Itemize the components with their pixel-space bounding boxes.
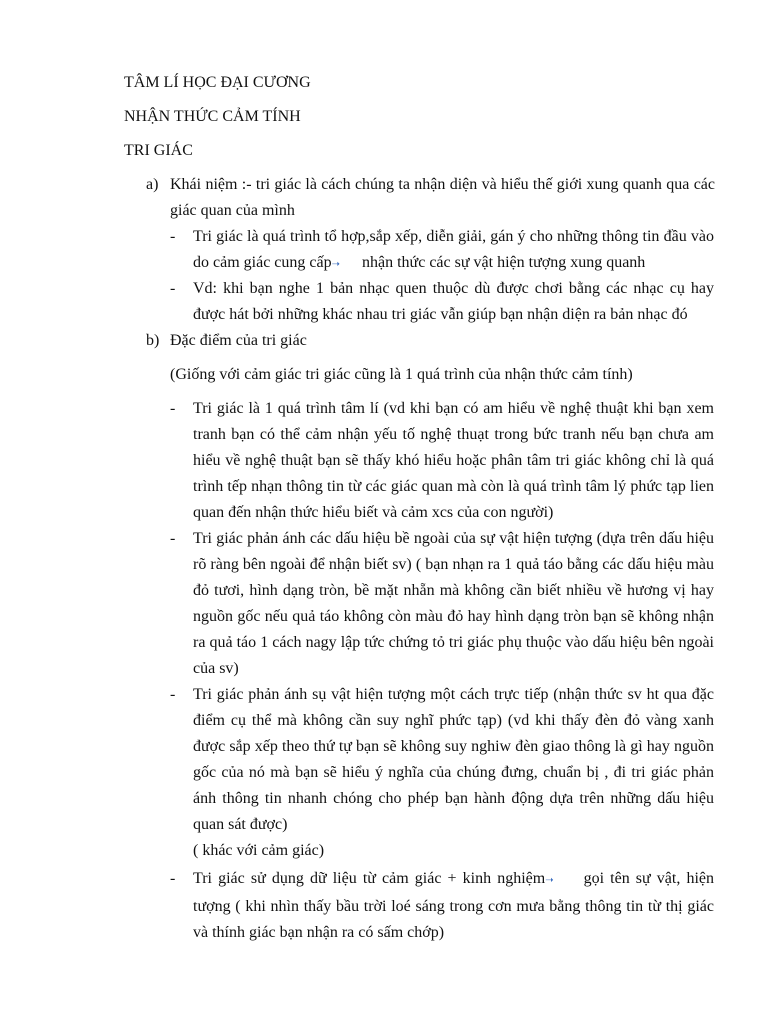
bullet-text: Tri giác phản ánh sụ vật hiện tượng một cách trực tiếp (nhận thức sv ht qua đặc điểm cụ thể mà không cần suy nghĩ phức tạp) (vd khi thấy đèn đỏ vàng xanh được sắp xếp theo thứ tự bạn sẽ không suy nghiw đèn giao thông là gì hay nguồn gốc của nó mà bạn sẽ hiểu ý nghĩa của chúng đưng, chuẩn bị , đi tri giác phản ánh thông tin nhanh chóng cho phép bạn hành động dựa trên những dấu hiệu quan sát được) [193,686,714,833]
document-subtitle: NHẬN THỨC CẢM TÍNH [124,108,301,125]
characteristics-note: (Giống với cảm giác tri giác cũng là 1 quá trình của nhận thức cảm tính) [170,366,633,383]
definition-bullet-process [193,224,714,278]
bullet-text-before: Tri giác là quá trình tổ hợp,sắp xếp, diễn giải, gán ý cho những thông tin đầu vào do cảm giác cung cấp [193,228,714,271]
list-marker-a: a) [146,176,159,193]
arrow-right-icon: ➝ [545,875,554,886]
bullet-text-after: gọi tên sự vật, hiện tượng ( khi nhìn thấy bầu trời loé sáng trong cơn mưa bằng thông tin từ thị giác và thính giác bạn nhận ra có sấm chớp) [193,870,715,941]
list-marker-b: b) [146,332,160,349]
bullet-marker: - [170,400,176,417]
bullet-marker: - [170,530,176,547]
characteristics-heading: Đặc điểm của tri giác [170,332,307,349]
section-heading: TRI GIÁC [124,142,193,159]
characteristic-external-signs: Tri giác phản ánh các dấu hiệu bề ngoài của sự vật hiện tượng (dựa trên dấu hiệu rõ ràng bên ngoài để nhận biết sv) ( bạn nhạn ra 1 quả táo bằng các dấu hiệu màu đỏ tươi, hình dạng tròn, bề mặt nhẵn mà không cần biết nhiều về hương vị hay nguồn gốc nếu quả táo không còn màu đỏ hay hình dạng tròn bạn sẽ không nhận ra quả táo 1 cách nagy lập tức chứng tỏ tri giác phụ thuộc vào dấu hiệu bên ngoài của sv) [193,530,714,677]
bullet-text-before: Tri giác sử dụng dữ liệu từ cảm giác + kinh nghiệm [193,870,546,887]
bullet-extra-note: ( khác với cảm giác) [193,842,325,859]
document-title: TÂM LÍ HỌC ĐẠI CƯƠNG [124,74,311,91]
bullet-text-after: nhận thức các sự vật hiện tượng xung quanh [362,254,646,271]
bullet-marker: - [170,870,176,887]
bullet-marker: - [170,280,176,297]
characteristic-direct-reflection [193,682,714,864]
definition-paragraph: Khái niệm :- tri giác là cách chúng ta nhận diện và hiểu thế giới xung quanh qua các giác quan của mình [170,176,715,219]
definition-bullet-example: Vd: khi bạn nghe 1 bản nhạc quen thuộc dù được chơi bằng các nhạc cụ hay được hát bởi những khác nhau tri giác vẫn giúp bạn nhận diện ra bản nhạc đó [193,280,714,323]
arrow-right-icon: ➝ [331,259,340,270]
bullet-marker: - [170,686,176,703]
characteristic-psychological-process: Tri giác là 1 quá trình tâm lí (vd khi bạn có am hiểu về nghệ thuật khi bạn xem tranh bạn có thể cảm nhận yếu tố nghệ thuạt trong bức tranh nếu bạn chưa am hiểu về nghệ thuật bạn sẽ thấy khó hiểu hoặc phân tâm tri giác không chỉ là quá trình tếp nhạn thông tin từ các giác quan mà còn là quá trình tâm lý phức tạp lien quan đến nhận thức hiểu biết và cảm xcs của con người) [193,400,714,521]
characteristic-sensory-experience [193,866,714,946]
bullet-marker: - [170,228,176,245]
